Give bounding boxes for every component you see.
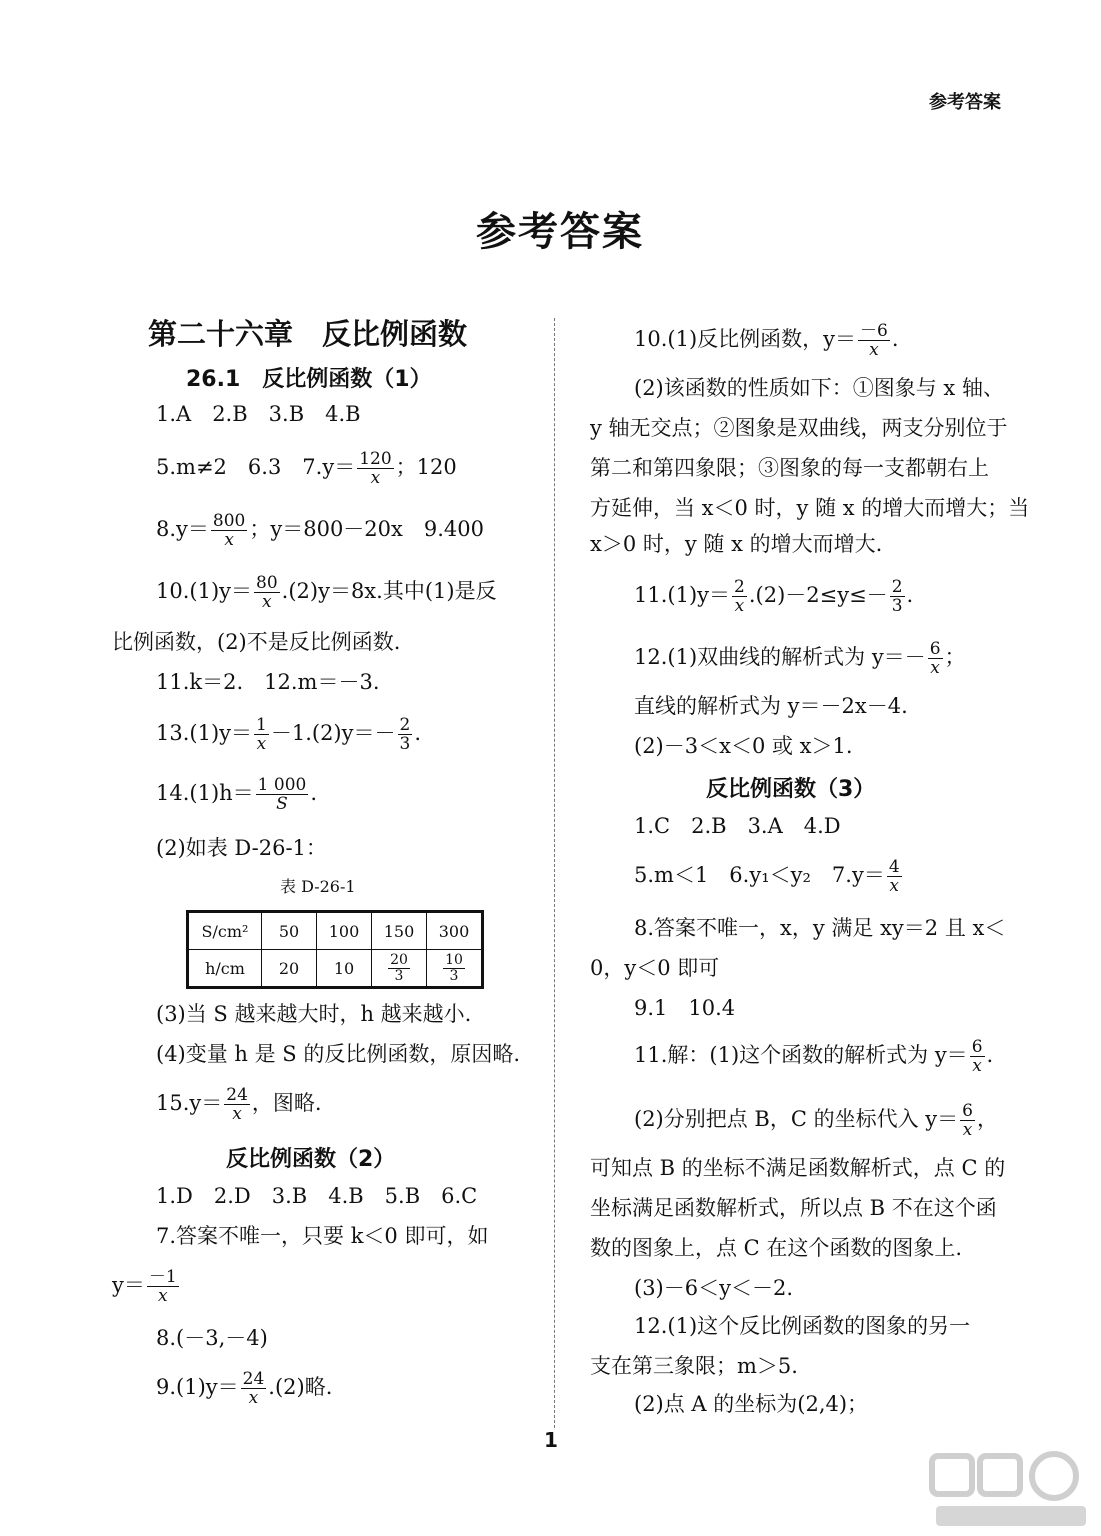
- answer-d11-3: (3)－6＜y＜－2.: [634, 1276, 794, 1300]
- fraction: $\frac{-6}{x}$: [860, 321, 888, 360]
- answer-b1-6: 1.D 2.D 3.B 4.B 5.B 6.C: [156, 1184, 478, 1208]
- answer-d8-line1: 8.答案不唯一，x，y 满足 xy＝2 且 x＜: [634, 916, 1006, 940]
- fraction: $\frac{-1}{x}$: [148, 1267, 177, 1306]
- fraction: $\frac{1 000}{S}$: [257, 775, 307, 814]
- answer-d11-line4: 坐标满足函数解析式，所以点 B 不在这个函: [590, 1196, 997, 1220]
- answer-c10-line5: 方延伸，当 x＜0 时，y 随 x 的增大而增大；当: [590, 496, 1030, 520]
- answer-c11: 11.(1)y＝ $\frac{2}{x}$ .(2)－2≤y≤－ $\frac{2}{3}$ .: [634, 577, 914, 616]
- table-cell: 20: [262, 950, 317, 988]
- answer-c10-line3: y 轴无交点；②图象是双曲线，两支分别位于: [590, 416, 1008, 440]
- table-cell: 150: [372, 912, 427, 950]
- answer-1-4: 1.A 2.B 3.B 4.B: [156, 402, 361, 426]
- fraction: $\frac{1}{x}$: [256, 715, 267, 754]
- table-cell: 100: [317, 912, 372, 950]
- table-cell: $\frac{20}{3}$: [372, 950, 427, 988]
- fraction: $\frac{800}{x}$: [212, 511, 246, 550]
- answer-c12-line3: (2)－3＜x＜0 或 x＞1.: [634, 734, 853, 758]
- answer-c10-line2: (2)该函数的性质如下：①图象与 x 轴、: [634, 376, 1004, 400]
- table-row: [188, 912, 483, 950]
- fraction: $\frac{6}{x}$: [929, 639, 941, 678]
- table-row: [188, 950, 483, 988]
- table-cell: h/cm: [188, 950, 262, 988]
- answer-d11-line5: 数的图象上，点 C 在这个函数的图象上.: [590, 1236, 963, 1260]
- answer-15: 15.y＝ $\frac{24}{x}$ ，图略.: [156, 1085, 322, 1124]
- table-cell: 300: [427, 912, 483, 950]
- fraction: $\frac{2}{3}$: [399, 715, 411, 754]
- data-table: [186, 910, 484, 989]
- answer-d5-7: 5.m＜1 6.y₁＜y₂ 7.y＝ $\frac{4}{x}$: [634, 857, 900, 896]
- section-title-2: 反比例函数（2）: [226, 1147, 396, 1172]
- answer-d12-line3: (2)点 A 的坐标为(2,4)；: [634, 1392, 869, 1416]
- table-caption: 表 D-26-1: [280, 877, 356, 896]
- answer-b8: 8.(－3,－4): [156, 1326, 268, 1350]
- section-title-1: 26.1 反比例函数（1）: [186, 367, 432, 392]
- fraction: $\frac{6}{x}$: [971, 1037, 983, 1076]
- fraction: $\frac{24}{x}$: [226, 1085, 248, 1124]
- fraction: $\frac{4}{x}$: [888, 857, 900, 896]
- answer-b7-cont: y＝ $\frac{-1}{x}$: [112, 1267, 177, 1306]
- table-cell: $\frac{10}{3}$: [427, 950, 483, 988]
- answer-14-1: 14.(1)h＝ $\frac{1 000}{S}$ .: [156, 775, 318, 814]
- answer-11-12: 11.k＝2. 12.m＝－3.: [156, 670, 380, 694]
- answer-c12: 12.(1)双曲线的解析式为 y＝－ $\frac{6}{x}$ ；: [634, 639, 966, 678]
- answer-b7: 7.答案不唯一，只要 k＜0 即可，如: [156, 1224, 489, 1248]
- fraction: $\frac{120}{x}$: [359, 449, 392, 488]
- fraction: $\frac{2}{3}$: [891, 577, 903, 616]
- table-cell: 50: [262, 912, 317, 950]
- fraction: $\frac{24}{x}$: [242, 1369, 265, 1408]
- fraction: $\frac{6}{x}$: [962, 1101, 973, 1140]
- answer-d8-line2: 0，y＜0 即可: [590, 956, 720, 980]
- answer-10: 10.(1)y＝ $\frac{80}{x}$ .(2)y＝8x.其中(1)是反: [156, 573, 497, 612]
- answer-b9: 9.(1)y＝ $\frac{24}{x}$ .(2)略.: [156, 1369, 333, 1408]
- answer-c10: 10.(1)反比例函数，y＝ $\frac{-6}{x}$ .: [634, 321, 899, 360]
- answer-5-7: 5.m≠2 6.3 7.y＝ $\frac{120}{x}$ ；120: [156, 449, 457, 488]
- watermark-logo: [926, 1448, 1091, 1532]
- answer-14-4: (4)变量 h 是 S 的反比例函数，原因略.: [156, 1042, 521, 1066]
- answer-13: 13.(1)y＝ $\frac{1}{x}$ －1.(2)y＝－ $\frac{2}{3}$ .: [156, 715, 422, 754]
- answer-d11-2: (2)分别把点 B，C 的坐标代入 y＝ $\frac{6}{x}$ ，: [634, 1101, 998, 1140]
- answer-c12-line2: 直线的解析式为 y＝－2x－4.: [634, 694, 908, 718]
- page-number: 1: [544, 1428, 558, 1452]
- running-header: 参考答案: [929, 92, 1001, 113]
- answer-d11-line3: 可知点 B 的坐标不满足函数解析式，点 C 的: [590, 1156, 1006, 1180]
- answer-d12-line2: 支在第三象限；m＞5.: [590, 1354, 798, 1378]
- section-title-3: 反比例函数（3）: [706, 777, 876, 802]
- fraction: $\frac{80}{x}$: [256, 573, 278, 612]
- fraction: $\frac{2}{x}$: [734, 577, 745, 616]
- chapter-title: 第二十六章 反比例函数: [148, 317, 468, 351]
- answer-c10-line6: x＞0 时，y 随 x 的增大而增大.: [590, 532, 883, 556]
- page-title: 参考答案: [476, 209, 644, 255]
- answer-14-2: (2)如表 D-26-1：: [156, 836, 327, 860]
- table-cell: S/cm²: [188, 912, 262, 950]
- answer-8-9: 8.y＝ $\frac{800}{x}$ ；y＝800－20x 9.400: [156, 511, 484, 550]
- column-divider: [554, 318, 555, 1428]
- answer-d12-line1: 12.(1)这个反比例函数的图象的另一: [634, 1314, 971, 1338]
- answer-d11: 11.解：(1)这个函数的解析式为 y＝ $\frac{6}{x}$ .: [634, 1037, 994, 1076]
- answer-14-3: (3)当 S 越来越大时，h 越来越小.: [156, 1002, 472, 1026]
- answer-d1-4: 1.C 2.B 3.A 4.D: [634, 814, 841, 838]
- answer-d9-10: 9.1 10.4: [634, 996, 736, 1020]
- answer-c10-line4: 第二和第四象限；③图象的每一支都朝右上: [590, 456, 989, 480]
- answer-10-cont: 比例函数，(2)不是反比例函数.: [112, 630, 401, 654]
- table-cell: 10: [317, 950, 372, 988]
